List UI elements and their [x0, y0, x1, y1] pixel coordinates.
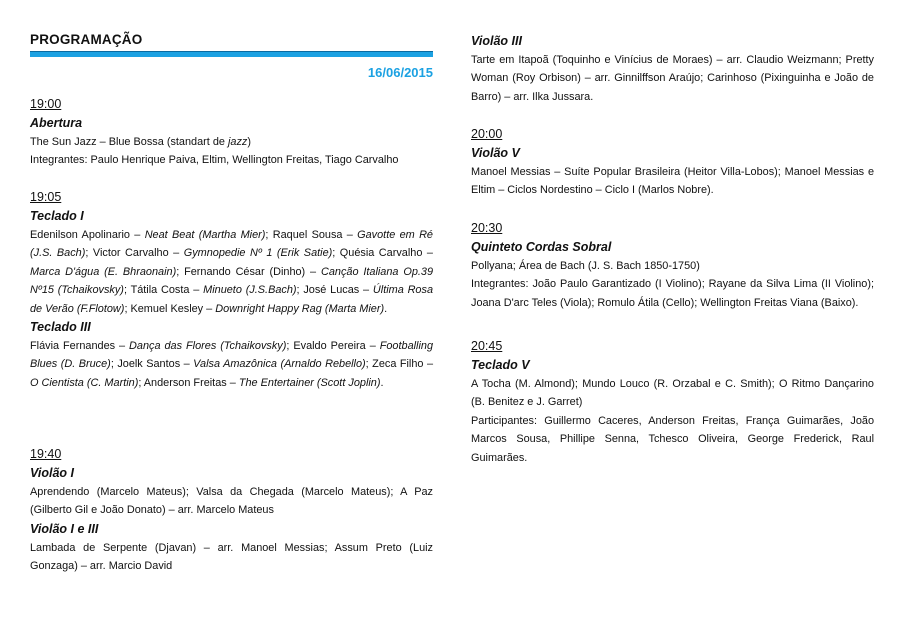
piece-title-text: Dança das Flores (Tchaikovsky) [129, 340, 287, 353]
piece-title-text: Neat Beat (Martha Mier) [144, 229, 266, 241]
repertoire-paragraph: Tarte em Itapoã (Toquinho e Vinícius de Moraes) – arr. Claudio Weizmann; Pretty Woman (Roy Orbison) – arr. Ginnilffson Araújo; Carinhoso (Pixinguinha e João de Barro) – arr. Ilka Jussara. [471, 54, 874, 103]
performer-text: ; Joelk Santos – [110, 358, 194, 371]
repertoire-paragraph: Manoel Messias – Suíte Popular Brasileira (Heitor Villa-Lobos); Manoel Messias e Eltim – Ciclos Nordestino – Ciclo I (Marlos Nobre). [471, 166, 874, 197]
performer-text: ; Zeca Filho – [365, 358, 434, 371]
section-title: Abertura [30, 116, 83, 130]
section-title: Violão III [471, 34, 522, 48]
section-title: Quinteto Cordas Sobral [471, 240, 612, 254]
piece-title-text: Minueto (J.S.Bach) [203, 284, 297, 297]
repertoire-paragraph: Aprendendo (Marcelo Mateus); Valsa da Chegada (Marcelo Mateus); A Paz (Gilberto Gil e João Donato) – arr. Marcelo Mateus [30, 486, 433, 517]
schedule-block-violao-iii [471, 32, 874, 106]
performer-text: Edenilson Apolinario – [30, 229, 145, 241]
performer-text: ; Victor Carvalho – [85, 247, 184, 260]
piece-title-text: Gymnopedie Nº 1 (Erik Satie) [183, 247, 333, 260]
performer-text: . [380, 376, 384, 389]
title-divider-bar [30, 51, 433, 57]
performer-text: ; Fernando César (Dinho) – [176, 265, 321, 278]
performer-text: . [384, 302, 388, 315]
piece-title-text: Valsa Amazônica (Arnaldo Rebello) [193, 358, 366, 371]
piece-title-text: Canção Italiana Op.39 Nº15 (Tchaikovsky) [30, 265, 434, 297]
performer-text: Flávia Fernandes – [30, 340, 130, 353]
schedule-block-2030 [471, 219, 874, 312]
performer-text: ; Evaldo Pereira – [286, 340, 380, 353]
time-label: 19:05 [30, 190, 62, 204]
piece-title-text: Gavotte em Ré (J.S. Bach) [30, 229, 433, 260]
time-label: 20:00 [471, 127, 503, 141]
schedule-block-2045 [471, 337, 874, 467]
members-line: Integrantes: Paulo Henrique Paiva, Eltim, Wellington Freitas, Tiago Carvalho [30, 154, 399, 167]
repertoire-paragraph: Lambada de Serpente (Djavan) – arr. Manoel Messias; Assum Preto (Luiz Gonzaga) – arr. Marcio David [30, 541, 433, 573]
performer-text: ; Anderson Freitas – [138, 376, 239, 389]
performer-text: ; Quésia Carvalho – [332, 247, 433, 260]
members-paragraph: Participantes: Guillermo Caceres, Anderson Freitas, França Guimarães, João Marcos Sousa, Phillipe Senna, Tchesco Oliveira, George Frederick, Raul Guimarães. [471, 414, 874, 464]
performer-text: ; Kemuel Kesley – [124, 302, 216, 315]
piece-title-text: Última Rosa de Verão (F.Flotow) [30, 284, 433, 315]
piece-title-text: Footballing Blues (D. Bruce) [30, 340, 433, 371]
performance-line: The Sun Jazz – Blue Bossa (standart de jazz) [30, 136, 251, 148]
section-title: Violão I e III [30, 521, 99, 536]
performer-text: ; Raquel Sousa – [265, 229, 358, 241]
performer-text: ; José Lucas – [296, 284, 373, 297]
repertoire-paragraph [30, 337, 433, 392]
section-title: Teclado I [30, 209, 84, 223]
piece-title-text: O Cientista (C. Martin) [30, 376, 139, 389]
schedule-block-2000 [471, 125, 874, 200]
time-label: 20:30 [471, 221, 503, 235]
section-title: Teclado V [471, 358, 530, 372]
section-title: Violão I [30, 466, 74, 480]
members-paragraph: Integrantes: João Paulo Garantizado (I Violino); Rayane da Silva Lima (II Violino); Joana D'arc Teles (Viola); Romulo Átila (Cello); Wellington Freitas Viana (Baixo). [471, 278, 874, 309]
schedule-block-1900 [30, 95, 433, 170]
repertoire-paragraph [30, 226, 433, 318]
piece-title-text: Marca D'água (E. Bhraonain) [30, 265, 177, 278]
schedule-block-1940 [30, 445, 433, 576]
repertoire-paragraph: A Tocha (M. Almond); Mundo Louco (R. Orzabal e C. Smith); O Ritmo Dançarino (B. Benitez e J. Garret) [471, 378, 874, 409]
time-label: 19:40 [30, 447, 62, 461]
schedule-block-1905 [30, 188, 433, 392]
performer-text: ; Tátila Costa – [123, 284, 204, 297]
repertoire-paragraph: Pollyana; Área de Bach (J. S. Bach 1850-1750) [471, 260, 700, 272]
piece-title-text: The Entertainer (Scott Joplin) [238, 376, 381, 389]
time-label: 20:45 [471, 339, 503, 353]
section-title: Violão V [471, 146, 520, 160]
piece-title-text: Downright Happy Rag (Marta Mier) [215, 302, 385, 315]
program-date: 16/06/2015 [367, 65, 433, 80]
time-label: 19:00 [30, 97, 62, 111]
page-title: PROGRAMAÇÃO [30, 32, 143, 47]
section-title: Teclado III [30, 320, 91, 335]
